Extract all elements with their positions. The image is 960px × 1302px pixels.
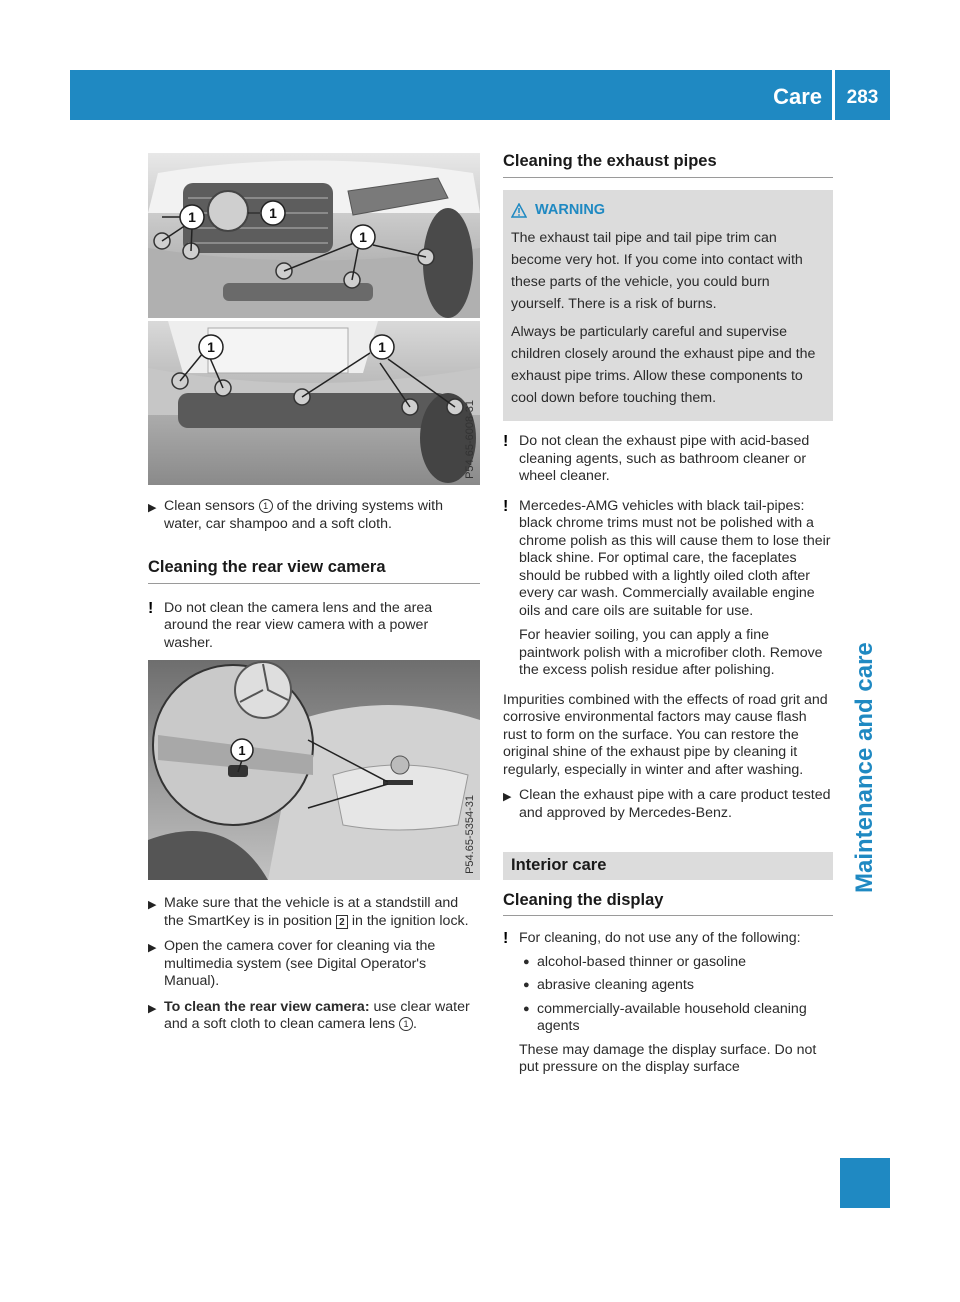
note-text: For cleaning, do not use any of the following: <box>519 930 801 946</box>
arrow-icon: ▶ <box>148 942 157 954</box>
svg-text:1: 1 <box>238 743 246 758</box>
list-item-text: commercially-available household cleaning agents <box>537 1000 807 1034</box>
instruction-open-cover <box>148 938 480 991</box>
caution-icon: ! <box>148 599 154 617</box>
heading-display: Cleaning the display <box>503 892 833 917</box>
instruction-text: Open the camera cover for cleaning via the multimedia system (see Digital Operator's Manual). <box>164 938 436 989</box>
note-text: These may damage the display surface. Do not put pressure on the display surface <box>519 1041 817 1075</box>
instruction-text: of the driving systems with water, car shampoo and a soft cloth. <box>164 498 443 532</box>
svg-text:1: 1 <box>207 339 215 355</box>
svg-text:1: 1 <box>188 209 196 225</box>
callout-ref: 1 <box>399 1017 413 1031</box>
figure-rear-camera <box>148 660 480 880</box>
caution-icon: ! <box>503 497 509 515</box>
arrow-icon: ▶ <box>148 899 157 911</box>
note-text: Mercedes-AMG vehicles with black tail-pipes: black chrome trims must not be polished with a chrome polish as this will cause them to lose their black shine. For optimal care, the faceplates should be rubbed with a lightly oiled cloth after every car wash. Commercially available engine oils and care oils are suitable for use. <box>519 497 831 619</box>
note-camera <box>148 600 480 653</box>
note-text: For heavier soiling, you can apply a fine paintwork polish with a microfiber cloth. Remove the excess polish residue after polishing. <box>519 627 823 678</box>
instruction-text: Make sure that the vehicle is at a standstill and the SmartKey is in position <box>164 895 459 929</box>
list-item <box>519 1001 833 1036</box>
svg-text:1: 1 <box>269 205 277 221</box>
bullet-icon: ● <box>523 955 530 968</box>
instruction-text: Clean sensors <box>164 498 259 514</box>
instruction-bold: To clean the rear view camera: <box>164 998 370 1015</box>
heading-exhaust: Cleaning the exhaust pipes <box>503 153 833 178</box>
warning-icon <box>511 203 527 218</box>
list-item-text: abrasive cleaning agents <box>537 977 694 993</box>
camera-illustration <box>148 660 480 880</box>
right-column <box>503 153 833 1089</box>
arrow-icon: ▶ <box>148 502 157 514</box>
note-text: Do not clean the exhaust pipe with acid-based cleaning agents, such as bathroom cleaner or wheel cleaner. <box>519 433 810 484</box>
paragraph-flash-rust: Impurities combined with the effects of road grit and corrosive environmental factors may cause flash rust to form on the surface. You can restore the original shine of the exhaust pipe by cleaning it regularly, especially in winter and after washing. <box>503 691 828 778</box>
instruction-standstill <box>148 895 480 930</box>
figure-code: P54.65-5354-31 <box>464 795 476 874</box>
list-item <box>519 977 833 995</box>
left-column-lower <box>148 895 480 1042</box>
instruction-clean-camera <box>148 999 480 1034</box>
side-tab-marker <box>840 1158 890 1208</box>
left-column <box>148 498 480 664</box>
arrow-icon: ▶ <box>503 791 512 803</box>
note-amg-tailpipes <box>503 498 833 680</box>
caution-icon: ! <box>503 930 509 947</box>
band-interior-care: Interior care <box>503 852 833 880</box>
page-number: 283 <box>846 87 879 108</box>
sensors-illustration <box>148 153 480 485</box>
bullet-icon: ● <box>523 1002 530 1015</box>
note-text: Do not clean the camera lens and the area around the rear view camera with a power washer. <box>164 599 433 651</box>
heading-rear-view-camera: Cleaning the rear view camera <box>148 559 480 584</box>
figure-code: P54.65-6008-31 <box>464 400 476 479</box>
arrow-icon: ▶ <box>148 1002 157 1015</box>
instruction-clean-exhaust <box>503 787 833 822</box>
instruction-text: in the ignition lock. <box>347 912 469 929</box>
note-acid-cleaners <box>503 433 833 486</box>
svg-text:1: 1 <box>359 229 367 245</box>
figure-parking-sensors <box>148 153 480 485</box>
instruction-text: Clean the exhaust pipe with a care product tested and approved by Mercedes-Benz. <box>519 787 831 821</box>
bullet-icon: ● <box>523 979 530 991</box>
warning-box <box>503 190 833 422</box>
svg-text:1: 1 <box>378 339 386 355</box>
instruction-text: use clear water and a soft cloth to clean camera lens <box>164 998 470 1032</box>
instruction-clean-sensors <box>148 498 480 533</box>
instruction-text: . <box>413 1016 417 1032</box>
section-title: Care <box>773 84 822 109</box>
side-tab-label: Maintenance and care <box>851 642 878 893</box>
list-item-text: alcohol-based thinner or gasoline <box>537 953 747 970</box>
warning-title: WARNING <box>535 201 606 218</box>
callout-ref: 1 <box>259 499 273 513</box>
caution-icon: ! <box>503 433 509 450</box>
warning-text: Always be particularly careful and supervise children closely around the exhaust pipe and the exhaust pipe trims. Allow these components to cool down before touching them. <box>511 324 816 406</box>
note-display <box>503 930 833 1077</box>
warning-text: The exhaust tail pipe and tail pipe trim can become very hot. If you come into contact with these parts of the vehicle, you could burn yourself. There is a risk of burns. <box>511 230 803 312</box>
warning-heading <box>511 202 819 220</box>
list-item <box>519 954 833 972</box>
key-position-ref: 2 <box>336 915 348 929</box>
